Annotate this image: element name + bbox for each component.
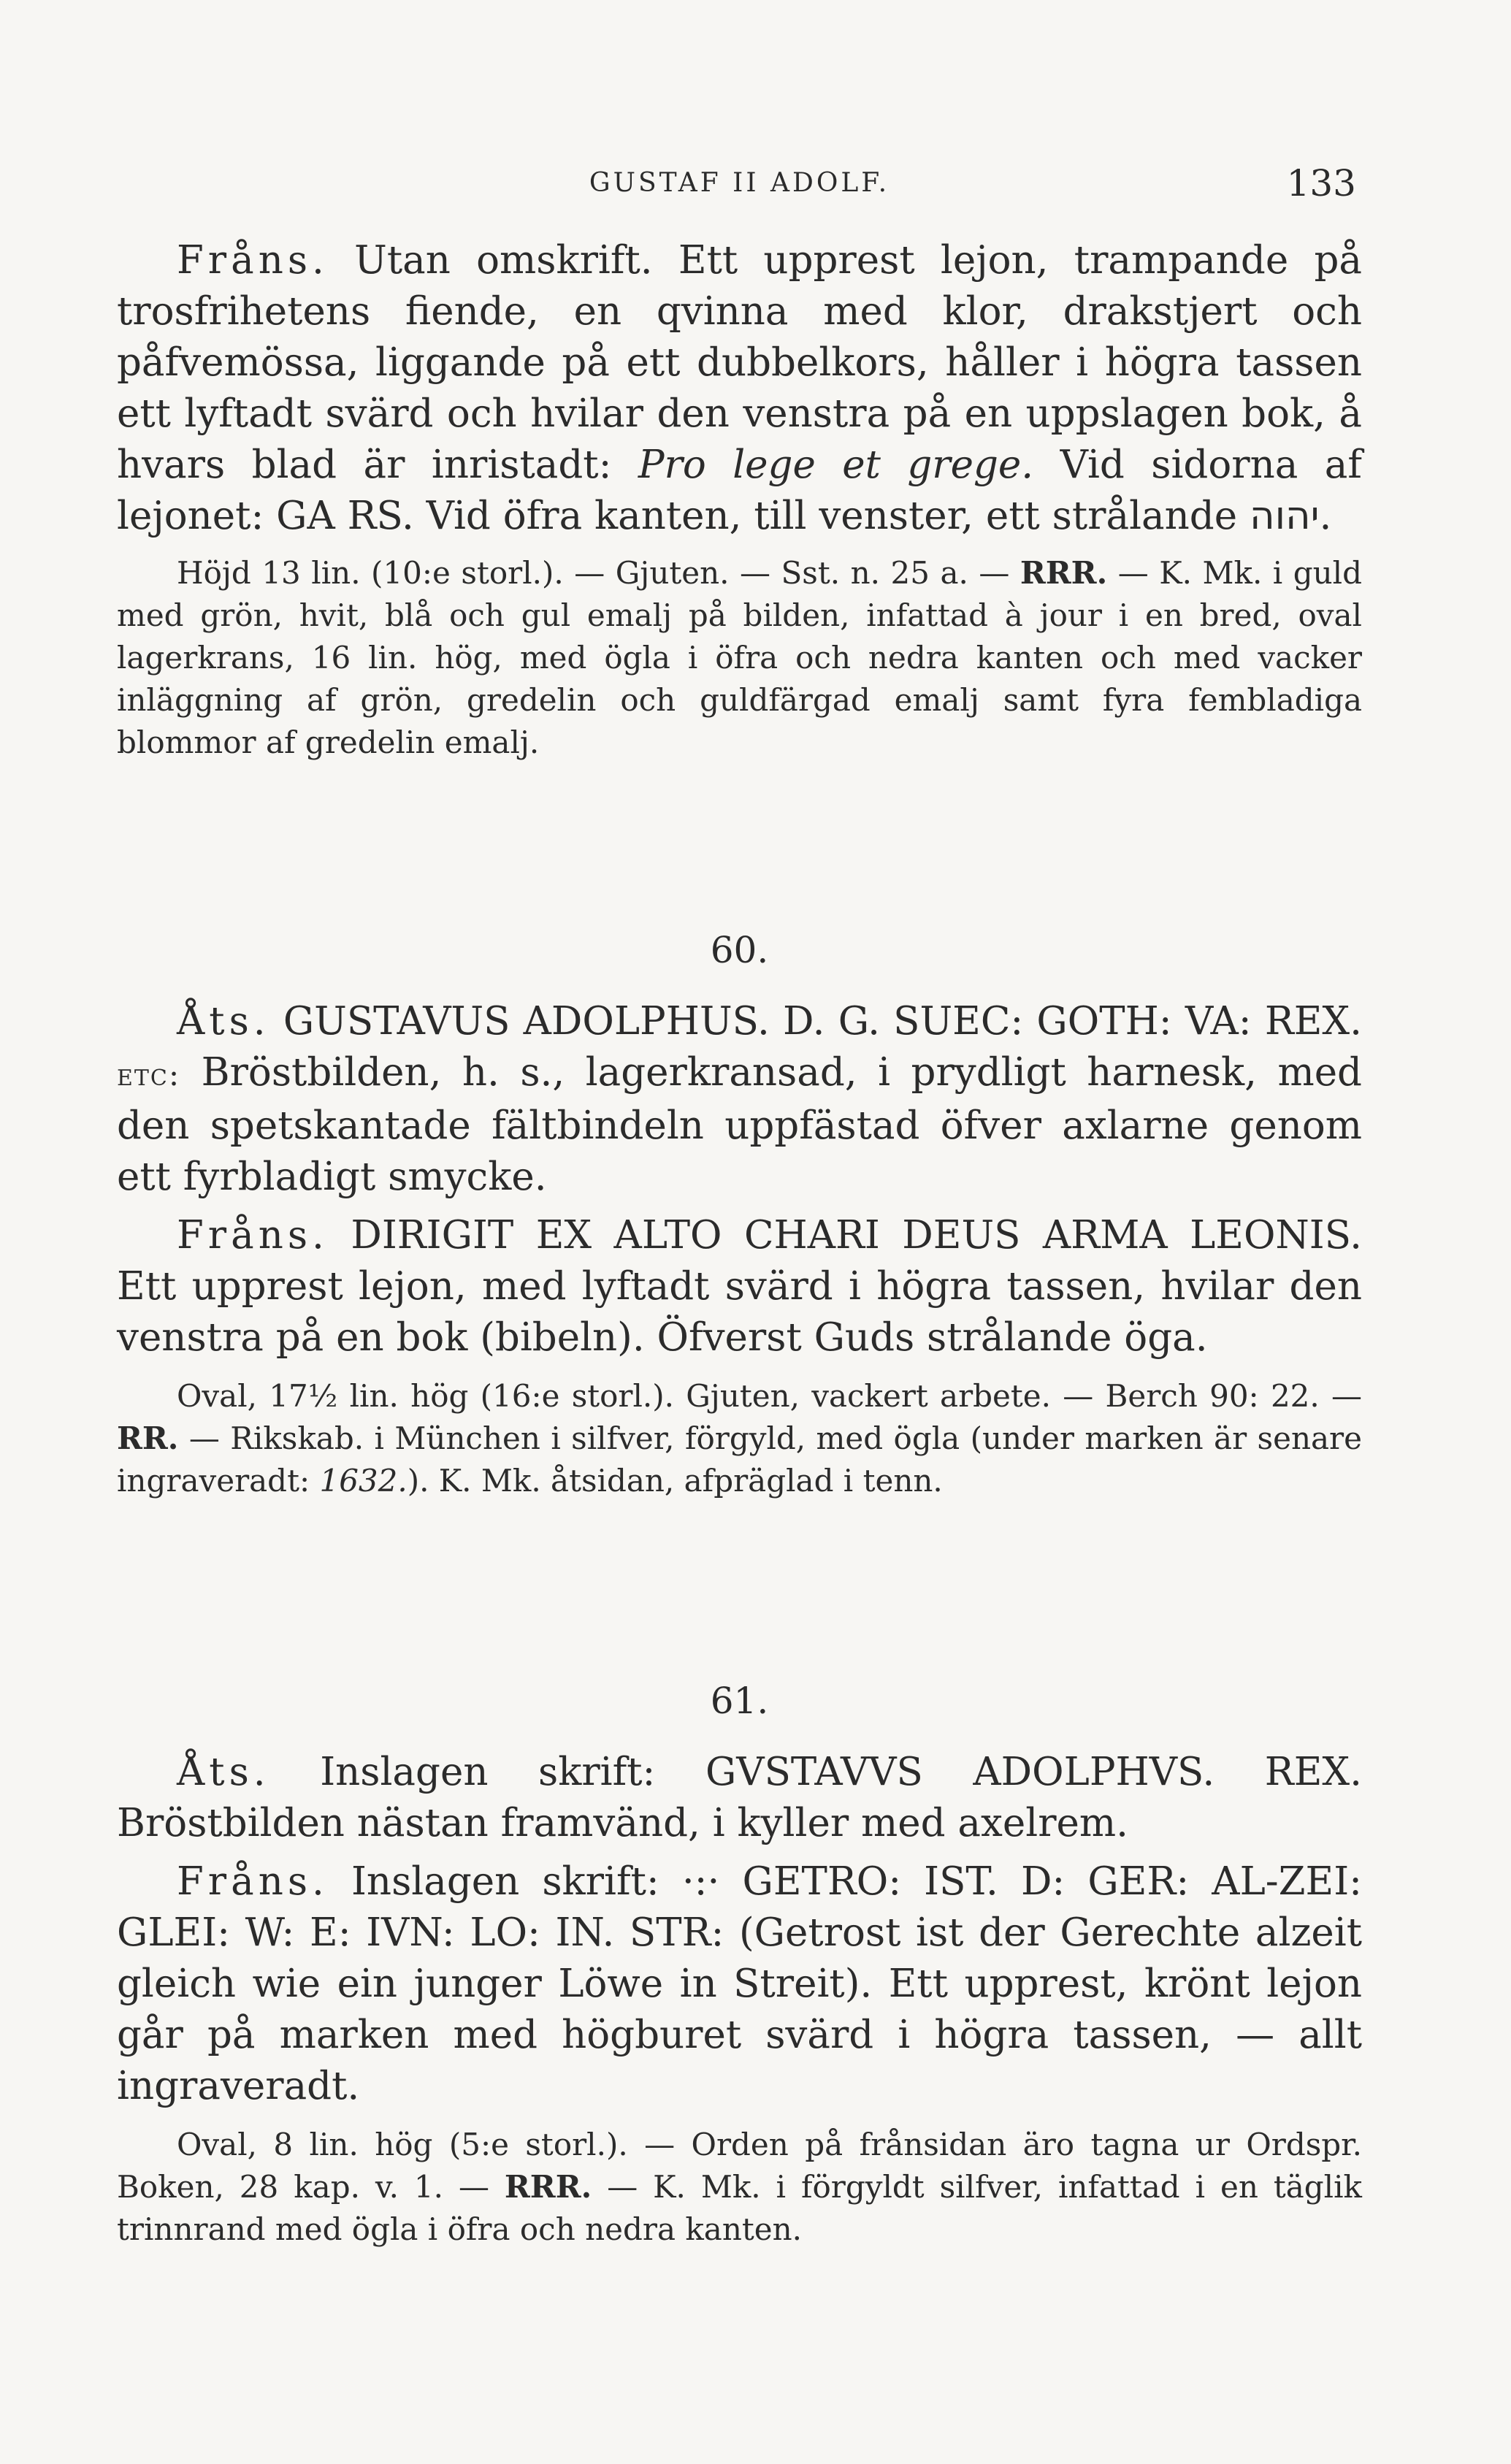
frans-description: Inslagen skrift: ·:· GETRO: IST. D: GER: AL-ZEI: GLEI: W: E: IVN: LO: IN. STR: (Getrost ist der Gerechte alzeit gleich wie ein junger Löwe in Streit). Ett upprest, krönt lejon går på marken med högburet svärd i högra tassen, — allt ingraveradt. [117,1859,1362,2108]
frans-description: Ett upprest lejon, med lyftadt svärd i högra tassen, hvilar den venstra på en bok (bibeln). Öfverst Guds strålande öga. [117,1264,1362,1360]
sentence-period: . [1319,494,1332,538]
note-details: Oval, 8 lin. hög (5:e storl.). — Orden på frånsidan äro tagna ur Ordspr. Boken, 28 kap. v. 1. — [117,2127,1362,2205]
page-number: 133 [1286,162,1356,204]
ats-legend: GUSTAVUS ADOLPHUS. D. G. SUEC: GOTH: VA: REX. [283,999,1362,1044]
note-details: Höjd 13 lin. (10:e storl.). — Gjuten. — Sst. n. 25 a. — [177,555,1010,591]
rarity-mark: RRR. [504,2169,592,2205]
entry-60-frans-paragraph [117,1210,1362,1363]
entry-61-note [117,2124,1362,2251]
entry-59 [117,235,1362,764]
entry-61 [117,1680,1362,2251]
note-provenance: — K. Mk. i guld med grön, hvit, blå och gul emalj på bilden, infattad à jour i en bred, oval lagerkrans, 16 lin. hög, med ögla i öfra och nedra kanten och med vacker inläggning af grön, gredelin och guldfärgad emalj samt fyra fembladiga blommor af gredelin emalj. [117,555,1362,760]
note-provenance: — K. Mk. i förgyldt silfver, infattad i en täglik trinnrand med ögla i öfra och nedra kanten. [117,2169,1362,2247]
frans-label: Fråns. [177,1859,329,1904]
ats-description: Inslagen skrift: GVSTAVVS ADOLPHVS. REX. Bröstbilden nästan framvänd, i kyller med axelrem. [117,1750,1362,1845]
entry-60 [117,929,1362,1502]
entry-61-frans-paragraph [117,1856,1362,2112]
rarity-mark: RR. [117,1420,179,1456]
engraved-year: 1632. [319,1463,408,1499]
ats-etc: etc: [117,1057,181,1093]
note-details: Oval, 17½ lin. hög (16:e storl.). Gjuten, vackert arbete. — Berch 90: 22. — [177,1378,1362,1414]
entry-59-frans-paragraph [117,235,1362,542]
frans-label: Fråns. [177,1213,329,1258]
frans-label: Fråns. [177,238,329,283]
motto-inscription: Pro lege et grege. [638,443,1034,487]
rarity-mark: RRR. [1020,555,1108,591]
frans-legend: DIRIGIT EX ALTO CHARI DEUS ARMA LEONIS. [351,1213,1362,1258]
entry-number: 61. [710,1680,769,1722]
entry-59-note [117,552,1362,764]
note-end: ). K. Mk. åtsidan, afpräglad i tenn. [407,1463,943,1499]
frans-description: Utan omskrift. Ett upprest lejon, trampande på trosfrihetens fiende, en qvinna med klor, drakstjert och påfvemössa, liggande på ett dubbelkors, håller i högra tassen ett lyftadt svärd och hvilar den venstra på en uppslagen bok, å hvars blad är inristadt: [117,238,1362,487]
hebrew-tetragrammaton: יהוה [1249,494,1320,538]
page-header [117,162,1362,206]
entry-60-ats-paragraph [117,996,1362,1203]
sides-description: Vid sidorna af lejonet: GA RS. Vid öfra kanten, till venster, ett strålande [117,443,1362,538]
note-provenance: — Rikskab. i München i silfver, förgyld, med ögla (under marken är senare ingraveradt: [117,1420,1362,1499]
ats-label: Åts. [177,999,270,1044]
ats-label: Åts. [177,1750,270,1794]
running-title: GUSTAF II ADOLF. [589,168,890,198]
entry-61-ats-paragraph [117,1747,1362,1849]
entry-number: 60. [710,929,769,971]
ats-description: Bröstbilden, h. s., lagerkransad, i prydligt harnesk, med den spetskantade fältbindeln uppfästad öfver axlarne genom ett fyrbladigt smycke. [117,1050,1362,1199]
entry-60-note [117,1375,1362,1502]
